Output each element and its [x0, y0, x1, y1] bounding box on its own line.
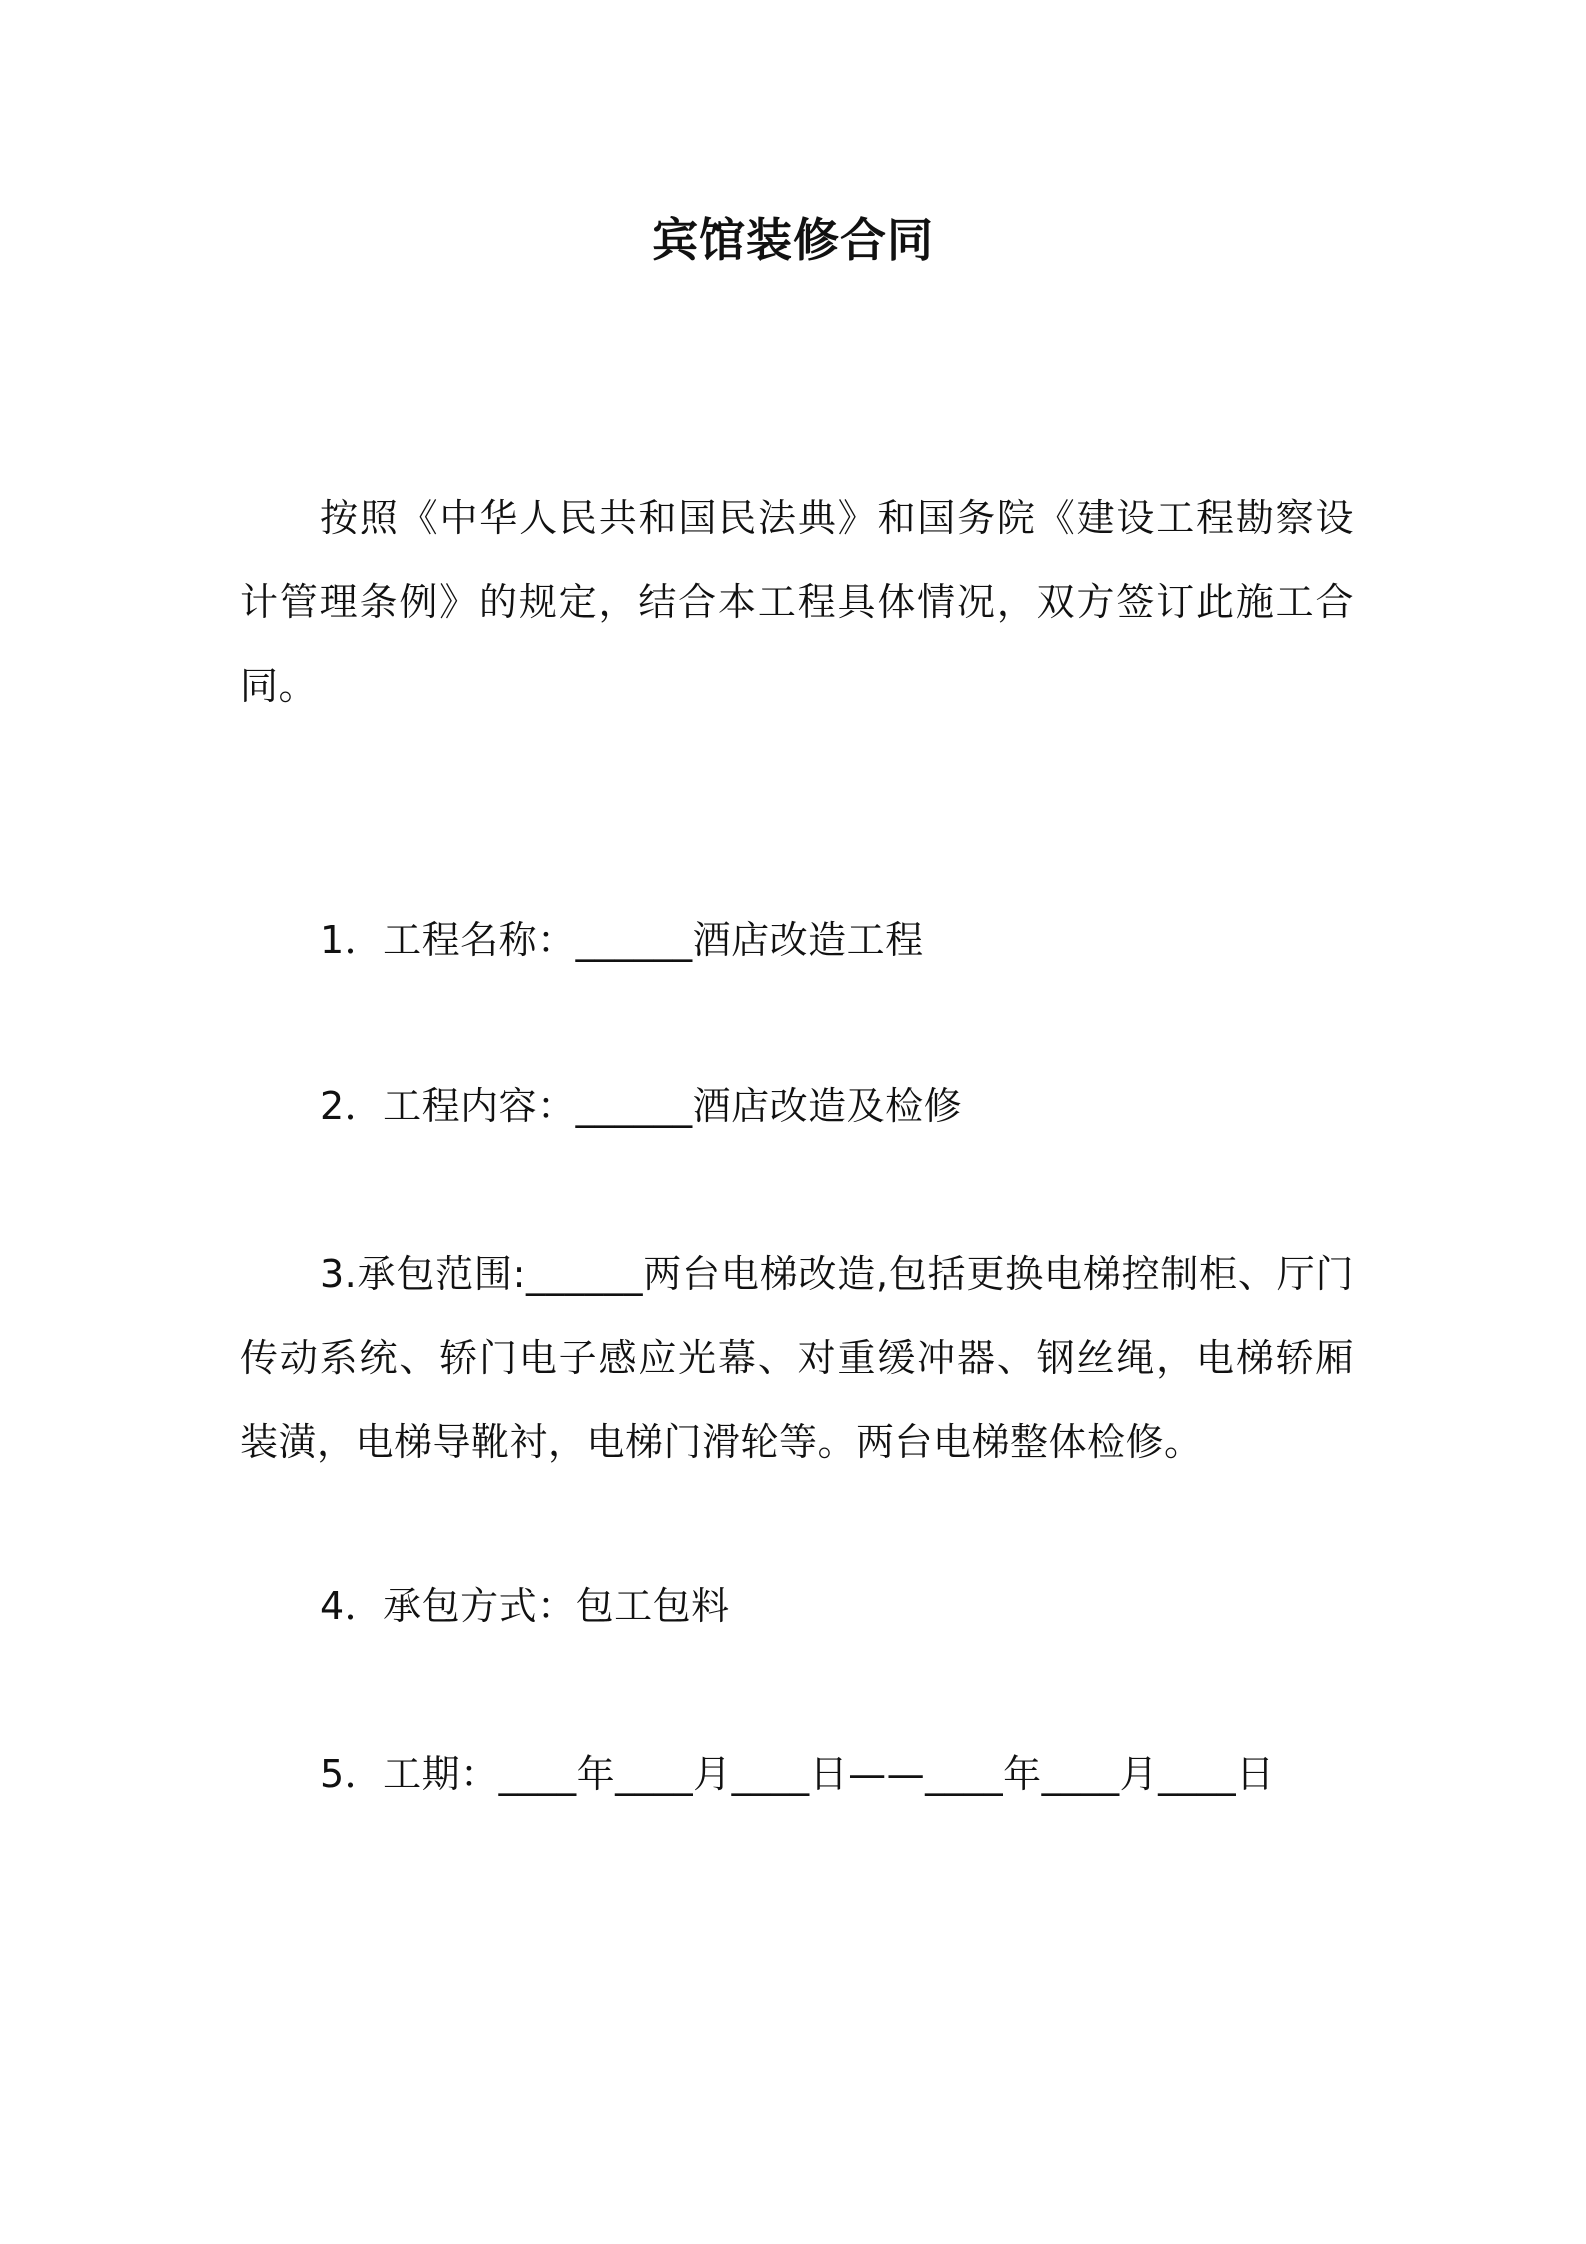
clause-project-name: 1．工程名称：______酒店改造工程	[320, 918, 924, 962]
clause-project-content: 2．工程内容：______酒店改造及检修	[320, 1084, 963, 1128]
clause-construction-period: 5．工期：____年____月____日——____年____月____日	[320, 1752, 1275, 1796]
intro-paragraph: 按照《中华人民共和国民法典》和国务院《建设工程勘察设计管理条例》的规定，结合本工程具体情况，双方签订此施工合同。	[240, 496, 1354, 708]
clause-contract-scope: 3.承包范围:______两台电梯改造,包括更换电梯控制柜、厅门传动系统、轿门电子感应光幕、对重缓冲器、钢丝绳，电梯轿厢装潢，电梯导靴衬，电梯门滑轮等。两台电梯整体检修。	[240, 1252, 1354, 1464]
document-title: 宾馆装修合同	[652, 213, 934, 267]
clause-contract-method: 4．承包方式：包工包料	[320, 1584, 730, 1628]
